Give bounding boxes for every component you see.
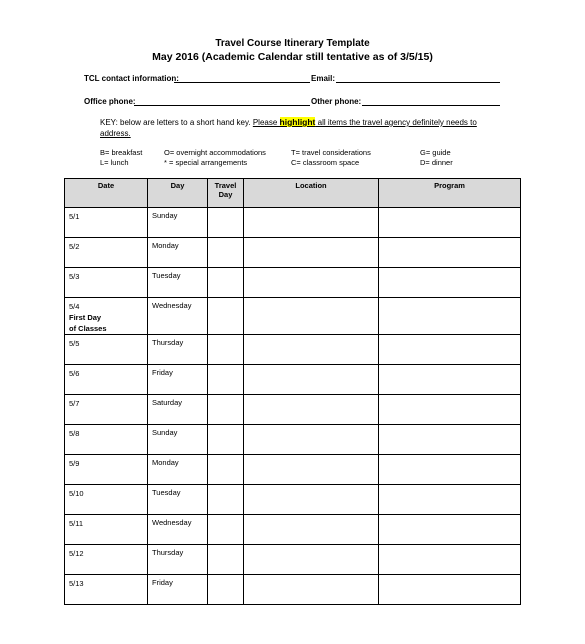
legend-travel: T= travel considerations (291, 148, 371, 157)
table-row (65, 208, 521, 238)
travel-day-cell[interactable] (208, 515, 244, 545)
travel-day-cell[interactable] (208, 485, 244, 515)
date-cell[interactable] (65, 395, 148, 425)
key-text-2: all items the travel agency definitely needs to address. (100, 118, 477, 138)
day-value: Sunday (152, 428, 178, 437)
program-cell[interactable] (379, 485, 521, 515)
tcl-contact-label: TCL contact information: (84, 74, 179, 83)
table-row (65, 515, 521, 545)
date-cell[interactable] (65, 298, 148, 335)
program-cell[interactable] (379, 425, 521, 455)
date-value: 5/3 (69, 272, 80, 281)
location-cell[interactable] (244, 335, 379, 365)
table-row (65, 455, 521, 485)
travel-day-cell[interactable] (208, 395, 244, 425)
day-cell[interactable] (148, 455, 208, 485)
other-phone-field[interactable] (362, 105, 500, 106)
location-cell[interactable] (244, 545, 379, 575)
date-cell[interactable] (65, 575, 148, 605)
date-value: 5/8 (69, 429, 80, 438)
day-value: Tuesday (152, 271, 181, 280)
day-cell[interactable] (148, 335, 208, 365)
program-cell[interactable] (379, 365, 521, 395)
date-cell[interactable] (65, 515, 148, 545)
date-value: 5/10 (69, 489, 84, 498)
program-cell[interactable] (379, 515, 521, 545)
program-cell[interactable] (379, 208, 521, 238)
program-cell[interactable] (379, 238, 521, 268)
document-subtitle: May 2016 (Academic Calendar still tentative as of 3/5/15) (152, 51, 433, 63)
location-cell[interactable] (244, 395, 379, 425)
table-row (65, 298, 521, 335)
day-value: Monday (152, 241, 179, 250)
date-cell[interactable] (65, 208, 148, 238)
legend-lunch: L= lunch (100, 158, 129, 167)
location-cell[interactable] (244, 575, 379, 605)
date-value: 5/7 (69, 399, 80, 408)
program-cell[interactable] (379, 575, 521, 605)
location-cell[interactable] (244, 208, 379, 238)
location-cell[interactable] (244, 485, 379, 515)
table-row (65, 395, 521, 425)
day-value: Wednesday (152, 518, 192, 527)
table-row (65, 335, 521, 365)
date-value: 5/2 (69, 242, 80, 251)
table-row (65, 268, 521, 298)
day-value: Saturday (152, 398, 183, 407)
legend-breakfast: B= breakfast (100, 148, 143, 157)
location-cell[interactable] (244, 268, 379, 298)
date-cell[interactable] (65, 238, 148, 268)
legend-overnight: O= overnight accommodations (164, 148, 266, 157)
date-note: of Classes (69, 324, 107, 333)
program-cell[interactable] (379, 335, 521, 365)
date-value: 5/12 (69, 549, 84, 558)
location-cell[interactable] (244, 425, 379, 455)
day-cell[interactable] (148, 425, 208, 455)
email-field[interactable] (336, 82, 500, 83)
table-header-row (65, 179, 521, 208)
date-value: 5/5 (69, 339, 80, 348)
key-highlight: highlight (279, 117, 316, 127)
day-cell[interactable] (148, 238, 208, 268)
table-row (65, 575, 521, 605)
day-cell[interactable] (148, 298, 208, 335)
legend-dinner: D= dinner (420, 158, 453, 167)
day-cell[interactable] (148, 545, 208, 575)
day-value: Wednesday (152, 301, 192, 310)
date-cell[interactable] (65, 485, 148, 515)
day-value: Thursday (152, 338, 184, 347)
key-text: KEY: below are letters to a short hand key. (100, 118, 253, 127)
tcl-contact-field[interactable] (174, 82, 310, 83)
email-label: Email: (311, 74, 336, 83)
header-day: Day (148, 179, 208, 208)
legend-classroom: C= classroom space (291, 158, 360, 167)
key-please: Please (252, 118, 280, 127)
legend-guide: G= guide (420, 148, 451, 157)
travel-day-cell[interactable] (208, 545, 244, 575)
day-value: Friday (152, 578, 173, 587)
legend-special: * = special arrangements (164, 158, 248, 167)
date-value: 5/9 (69, 459, 80, 468)
itinerary-table (64, 178, 521, 605)
table-row (65, 425, 521, 455)
day-cell[interactable] (148, 268, 208, 298)
table-row (65, 485, 521, 515)
location-cell[interactable] (244, 455, 379, 485)
date-cell[interactable] (65, 365, 148, 395)
travel-day-cell[interactable] (208, 575, 244, 605)
header-travel-day: Travel Day (208, 179, 244, 208)
date-cell[interactable] (65, 545, 148, 575)
travel-day-cell[interactable] (208, 425, 244, 455)
travel-day-cell[interactable] (208, 238, 244, 268)
travel-day-cell[interactable] (208, 268, 244, 298)
date-value: 5/13 (69, 579, 84, 588)
document-title: Travel Course Itinerary Template (215, 38, 370, 49)
date-value: 5/4 (69, 302, 80, 311)
header-program: Program (379, 179, 521, 208)
office-phone-field[interactable] (134, 105, 310, 106)
header-date: Date (65, 179, 148, 208)
day-cell[interactable] (148, 208, 208, 238)
date-value: 5/11 (69, 519, 84, 528)
date-cell[interactable] (65, 425, 148, 455)
day-value: Tuesday (152, 488, 181, 497)
date-cell[interactable] (65, 268, 148, 298)
day-cell[interactable] (148, 515, 208, 545)
other-phone-label: Other phone: (311, 97, 362, 106)
location-cell[interactable] (244, 365, 379, 395)
travel-day-cell[interactable] (208, 298, 244, 335)
date-value: 5/1 (69, 212, 80, 221)
location-cell[interactable] (244, 238, 379, 268)
day-value: Sunday (152, 211, 178, 220)
day-value: Monday (152, 458, 179, 467)
travel-day-cell[interactable] (208, 335, 244, 365)
program-cell[interactable] (379, 455, 521, 485)
location-cell[interactable] (244, 298, 379, 335)
office-phone-label: Office phone: (84, 97, 136, 106)
day-cell[interactable] (148, 365, 208, 395)
day-value: Friday (152, 368, 173, 377)
header-location: Location (244, 179, 379, 208)
table-row (65, 545, 521, 575)
date-value: 5/6 (69, 369, 80, 378)
date-note: First Day (69, 313, 102, 322)
table-row (65, 238, 521, 268)
program-cell[interactable] (379, 298, 521, 335)
program-cell[interactable] (379, 545, 521, 575)
travel-day-cell[interactable] (208, 365, 244, 395)
date-cell[interactable] (65, 455, 148, 485)
table-row (65, 365, 521, 395)
travel-day-cell[interactable] (208, 455, 244, 485)
key-instructions (100, 117, 500, 139)
date-cell[interactable] (65, 335, 148, 365)
travel-day-cell[interactable] (208, 208, 244, 238)
program-cell[interactable] (379, 268, 521, 298)
day-cell[interactable] (148, 485, 208, 515)
day-cell[interactable] (148, 575, 208, 605)
program-cell[interactable] (379, 395, 521, 425)
location-cell[interactable] (244, 515, 379, 545)
day-cell[interactable] (148, 395, 208, 425)
day-value: Thursday (152, 548, 184, 557)
